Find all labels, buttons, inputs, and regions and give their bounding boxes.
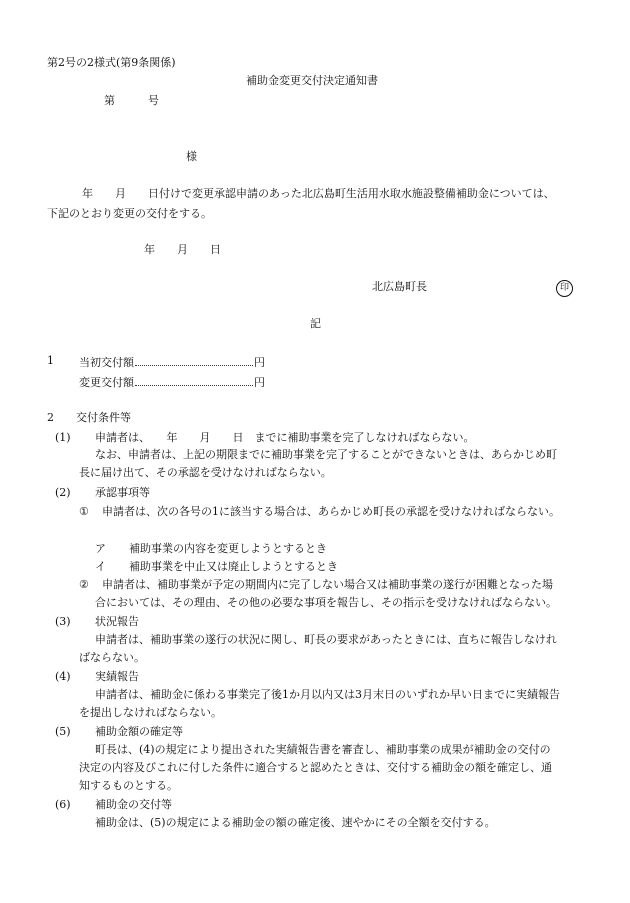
clause-6-number: (6) [55,798,71,811]
clause-2-sub-a-text: 補助事業の内容を変更しようとするとき [129,542,327,555]
yen-unit: 円 [254,376,265,389]
clause-6-heading: 補助金の交付等 [95,798,172,811]
clause-5-heading: 補助金額の確定等 [95,725,183,738]
clause-1-number: (1) [55,431,71,444]
clause-2-item-2-text-a: 申請者は、補助事業が予定の期間内に完了しない場合又は補助事業の遂行が困難となった場 [102,578,553,591]
issuer-name: 北広島町長 [372,280,427,293]
clause-2-item-2-text-b: 合においては、その理由、その他の必要な事項を報告し、その指示を受けなければならない。 [95,596,557,609]
section-1-number: 1 [47,354,54,367]
clause-2-heading: 承認事項等 [95,486,150,499]
changed-amount-row [79,374,265,390]
clause-4-text-a: 申請者は、補助金に係わる事業完了後1か月以内又は3月末日のいずれか早い日までに実績報告 [95,688,560,701]
recipient-suffix: 様 [186,150,197,163]
clause-2-number: (2) [55,486,71,499]
yen-unit: 円 [254,356,265,369]
clause-1-text-b: なお、申請者は、上記の期限までに補助事業を完了することができないときは、あらかじめ町 [95,448,557,461]
changed-amount-label: 変更交付額 [79,376,134,389]
clause-2-sub-a-number: ア [95,542,106,555]
clause-6-text-a: 補助金は、(5)の規定による補助金の額の確定後、速やかにその全額を交付する。 [95,816,496,829]
clause-3-text-a: 申請者は、補助事業の遂行の状況に関し、町長の要求があったときには、直ちに報告しなけれ [95,633,557,646]
clause-2-item-1-text: 申請者は、次の各号の1に該当する場合は、あらかじめ町長の承認を受けなければならない。 [102,505,560,518]
clause-5-text-a: 町長は、(4)の規定により提出された実績報告書を審査し、補助事業の成果が補助金の交付の [95,743,551,756]
initial-amount-row [79,354,265,370]
clause-3-number: (3) [55,615,71,628]
document-title: 補助金変更交付決定通知書 [246,74,378,87]
clause-3-text-b: ばならない。 [79,651,145,664]
clause-2-item-1-number: ① [79,505,89,518]
changed-amount-blank [135,374,253,386]
clause-1-text-a: 申請者は、 年 月 日 までに補助事業を完了しなければならない。 [95,431,475,444]
issue-date: 年 月 日 [144,243,221,256]
initial-amount-blank [135,354,253,366]
ki-heading: 記 [310,317,321,330]
clause-1-text-c: 長に届け出て、その承認を受けなければならない。 [79,466,332,479]
clause-5-number: (5) [55,725,71,738]
section-2-heading: 2 交付条件等 [47,411,131,424]
clause-2-sub-i-number: イ [95,560,106,573]
form-label: 第2号の2様式(第9条関係) [47,56,176,69]
document-number: 第 号 [104,94,159,107]
clause-2-item-2-number: ② [79,578,89,591]
clause-4-text-b: を提出しなければならない。 [79,706,222,719]
notice-text-line-2: 下記のとおり変更の交付をする。 [47,207,212,220]
clause-4-number: (4) [55,670,71,683]
initial-amount-label: 当初交付額 [79,356,134,369]
clause-5-text-c: 知するものとする。 [79,779,178,792]
clause-2-sub-i-text: 補助事業を中止又は廃止しようとするとき [129,560,338,573]
notice-text-line-1: 年 月 日付けで変更承認申請のあった北広島町生活用水取水施設整備補助金については、 [82,187,555,200]
clause-5-text-b: 決定の内容及びこれに付した条件に適合すると認めたときは、交付する補助金の額を確定し、通 [79,761,552,774]
clause-3-heading: 状況報告 [95,615,139,628]
seal-mark: 印 [556,280,573,297]
clause-4-heading: 実績報告 [95,670,139,683]
